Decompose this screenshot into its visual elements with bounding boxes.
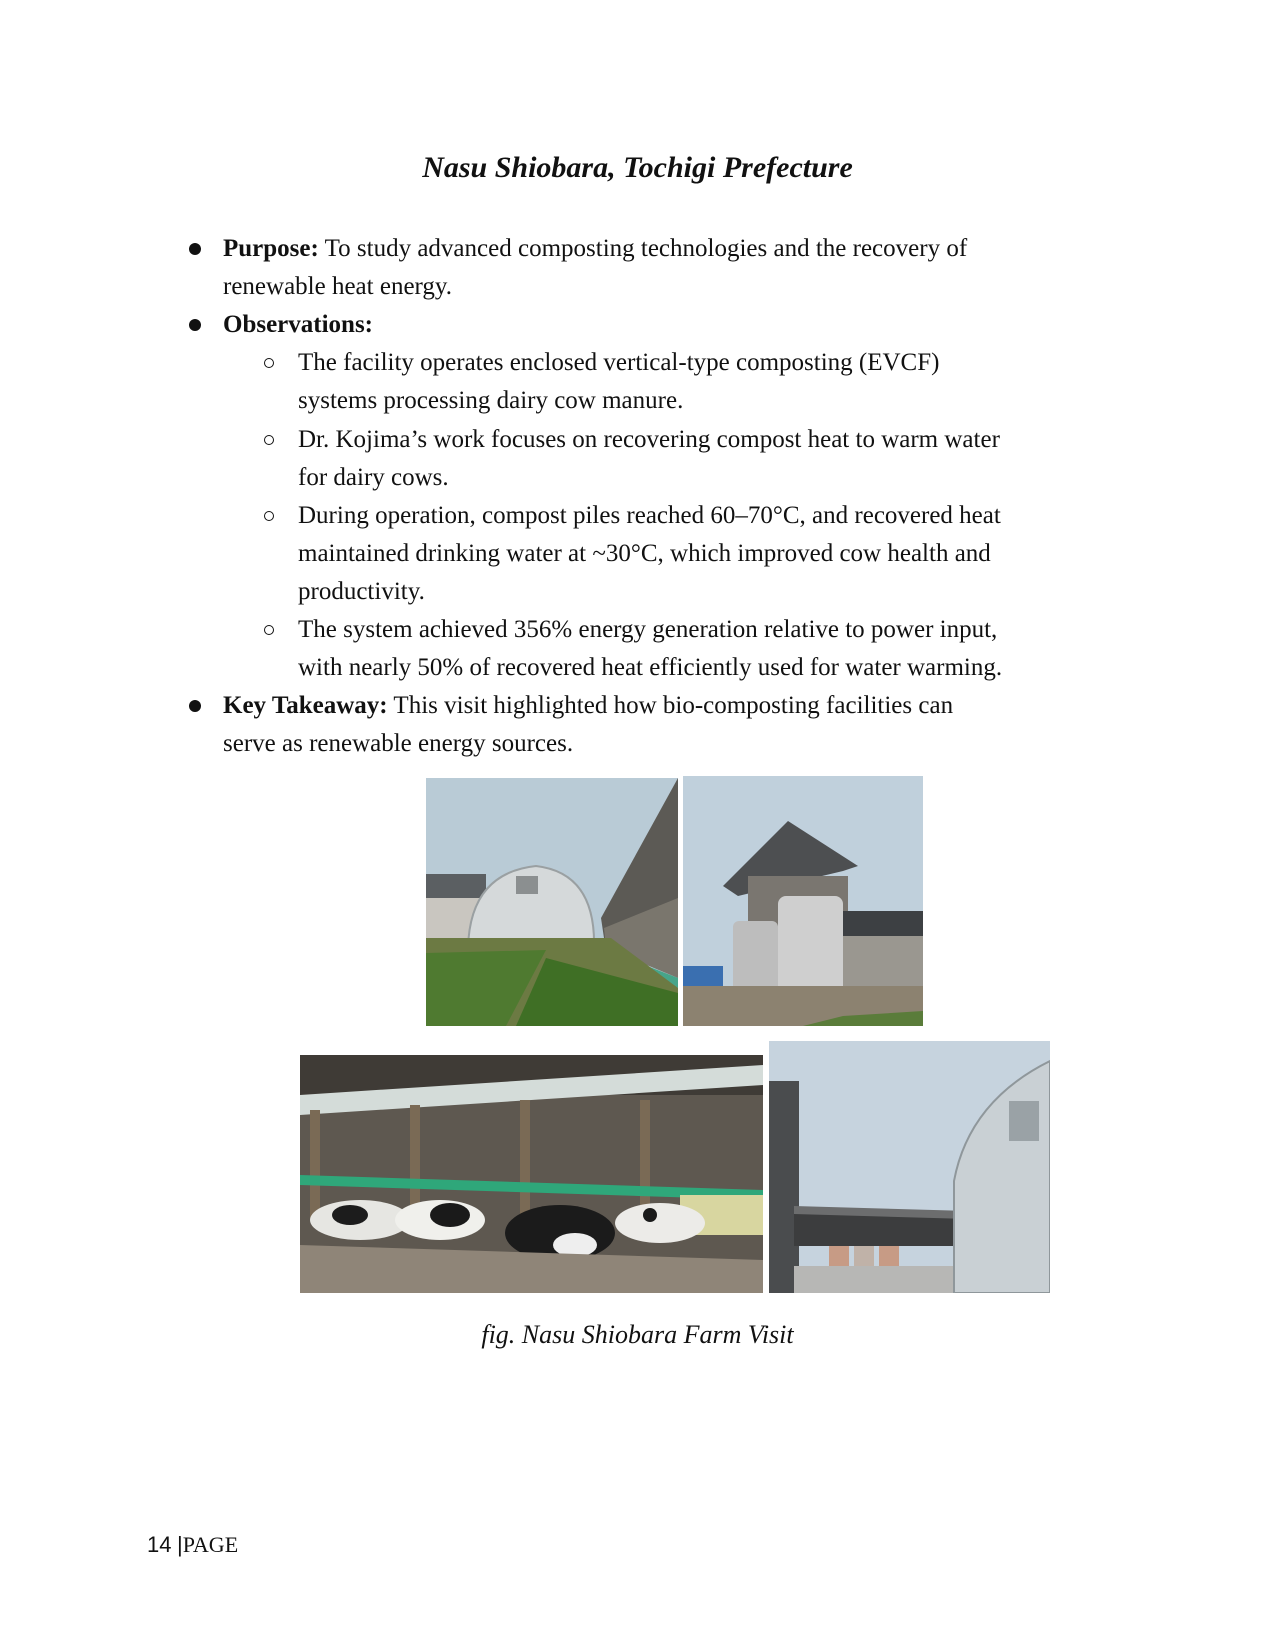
vertical-composting-tower-photo — [683, 776, 923, 1026]
takeaway-line-2: serve as renewable energy sources. — [223, 730, 574, 757]
footer-label: PAGE — [182, 1532, 239, 1557]
observation-1-line-1: The facility operates enclosed vertical-type composting (EVCF) — [298, 349, 940, 376]
bullet-icon — [189, 243, 201, 255]
observation-1-line-2: systems processing dairy cow manure. — [298, 387, 684, 414]
page-title: Nasu Shiobara, Tochigi Prefecture — [422, 151, 853, 184]
figure-caption: fig. Nasu Shiobara Farm Visit — [481, 1320, 794, 1349]
sub-bullet-icon — [264, 625, 274, 635]
bullet-icon — [189, 700, 201, 712]
purpose-line-2: renewable heat energy. — [223, 273, 453, 300]
observations-label: Observations: — [223, 311, 373, 338]
observation-2-line-1: Dr. Kojima’s work focuses on recovering compost heat to warm water — [298, 426, 1000, 453]
observation-4-line-2: with nearly 50% of recovered heat efficiently used for water warming. — [298, 654, 1003, 681]
takeaway-label: Key Takeaway: — [223, 692, 388, 719]
observation-3-line-3: productivity. — [298, 578, 425, 605]
observation-4-line-1: The system achieved 356% energy generation relative to power input, — [298, 616, 998, 643]
page-number: 14 — [147, 1532, 172, 1557]
sub-bullet-icon — [264, 358, 274, 368]
takeaway-line-1: Key Takeaway: This visit highlighted how bio-composting facilities can — [223, 692, 954, 719]
dairy-cow-barn-photo — [300, 1055, 763, 1293]
sub-bullet-icon — [264, 435, 274, 445]
observation-3-line-1: During operation, compost piles reached 60–70°C, and recovered heat — [298, 502, 1001, 529]
purpose-label: Purpose: — [223, 235, 319, 262]
page-footer — [147, 1531, 238, 1559]
observation-2-line-2: for dairy cows. — [298, 464, 449, 491]
bullet-icon — [189, 319, 201, 331]
footer-separator: | — [176, 1532, 183, 1557]
compost-tanks-and-greenhouse-photo — [769, 1041, 1050, 1293]
greenhouse-compost-facility-photo — [426, 778, 678, 1026]
observation-3-line-2: maintained drinking water at ~30°C, which improved cow health and — [298, 540, 991, 567]
sub-bullet-icon — [264, 511, 274, 521]
purpose-line-1: Purpose: To study advanced composting technologies and the recovery of — [223, 235, 968, 262]
